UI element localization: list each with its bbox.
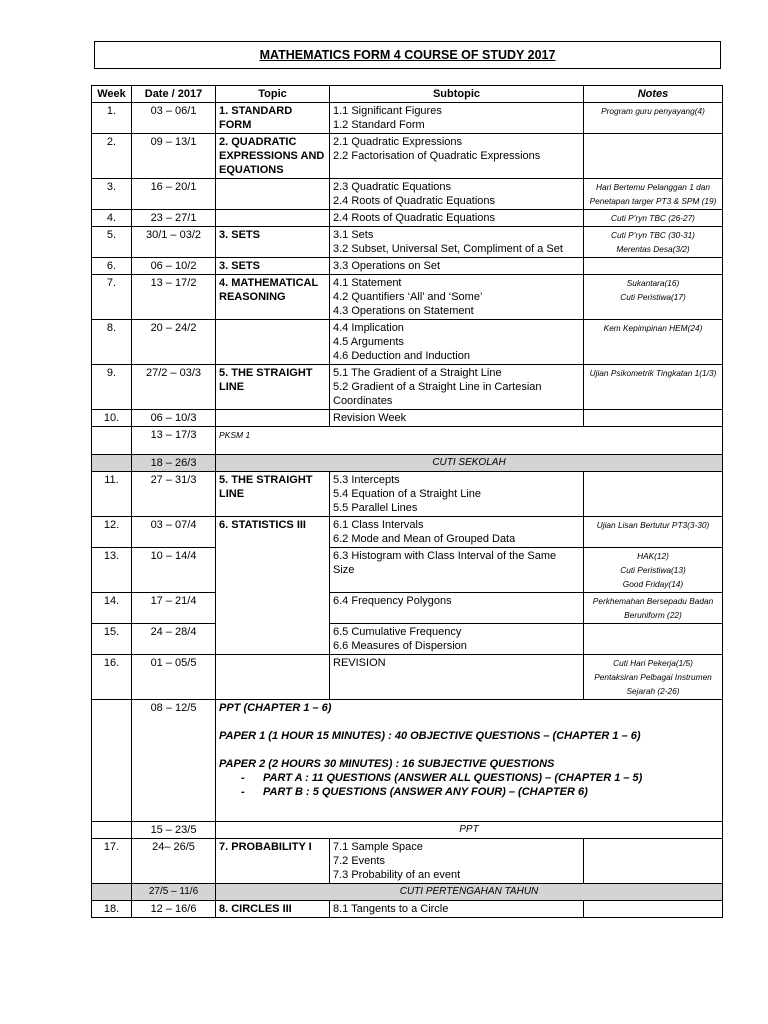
note-line: Merentas Desa(3/2)	[616, 244, 690, 254]
week-cell	[92, 455, 132, 472]
week-cell: 13.	[92, 548, 132, 593]
holiday-banner: CUTI SEKOLAH	[216, 455, 723, 472]
week-cell: 10.	[92, 410, 132, 427]
subtopic-cell	[330, 839, 584, 884]
date-cell: 06 – 10/2	[132, 258, 216, 275]
document-title: MATHEMATICS FORM 4 COURSE OF STUDY 2017	[94, 41, 721, 69]
topic-cell: 8. CIRCLES III	[216, 901, 330, 918]
week-cell: 6.	[92, 258, 132, 275]
date-cell: 23 – 27/1	[132, 210, 216, 227]
subtopic-cell	[330, 134, 584, 179]
table-row	[92, 210, 723, 227]
week-header: Week	[92, 86, 132, 103]
week-cell	[92, 822, 132, 839]
topic-cell: 3. SETS	[216, 227, 330, 258]
topic-cell: 1. STANDARD FORM	[216, 103, 330, 134]
note-line: Pentaksiran Pelbagai Instrumen Sejarah (2-26)	[594, 672, 712, 696]
subtopic-cell	[330, 472, 584, 517]
week-cell: 9.	[92, 365, 132, 410]
note-line: Kem Kepimpinan HEM(24)	[603, 323, 703, 333]
notes-cell	[584, 901, 723, 918]
notes-cell	[584, 410, 723, 427]
part-b-info: - PART B : 5 QUESTIONS (ANSWER ANY FOUR) – (CHAPTER 6)	[263, 785, 719, 799]
topic-header: Topic	[216, 86, 330, 103]
notes-cell	[584, 134, 723, 179]
notes-cell	[584, 548, 723, 593]
holiday-banner: CUTI PERTENGAHAN TAHUN	[216, 884, 723, 901]
note-line: Cuti P’ryn TBC (26-27)	[611, 213, 695, 223]
date-cell: 24– 26/5	[132, 839, 216, 884]
subtopic-line: 7.2 Events	[333, 855, 385, 867]
subtopic-cell	[330, 365, 584, 410]
table-row	[92, 275, 723, 320]
subtopic-line: 6.6 Measures of Dispersion	[333, 640, 467, 652]
topic-cell: 2. QUADRATIC EXPRESSIONS AND EQUATIONS	[216, 134, 330, 179]
subtopic-line: 3.2 Subset, Universal Set, Compliment of a Set	[333, 243, 563, 255]
table-row	[92, 365, 723, 410]
note-line: Ujian Psikometrik Tingkatan 1(1/3)	[589, 368, 717, 378]
date-cell: 13 – 17/3	[132, 427, 216, 455]
table-row	[92, 320, 723, 365]
subtopic-line: 5.4 Equation of a Straight Line	[333, 488, 481, 500]
date-cell: 30/1 – 03/2	[132, 227, 216, 258]
table-row	[92, 593, 723, 624]
table-row	[92, 548, 723, 593]
subtopic-cell	[330, 410, 584, 427]
date-cell: 24 – 28/4	[132, 624, 216, 655]
holiday-row	[92, 884, 723, 901]
week-cell	[92, 700, 132, 822]
table-row	[92, 839, 723, 884]
notes-header: Notes	[584, 86, 723, 103]
notes-cell	[584, 258, 723, 275]
week-cell: 7.	[92, 275, 132, 320]
table-row	[92, 410, 723, 427]
date-cell: 16 – 20/1	[132, 179, 216, 210]
note-line: Ujian Lisan Bertutur PT3(3-30)	[596, 520, 710, 530]
note-line: Cuti Peristiwa(17)	[620, 292, 686, 302]
paper-2-parts	[219, 771, 719, 799]
subtopic-line: 7.3 Probability of an event	[333, 869, 461, 881]
date-cell: 06 – 10/3	[132, 410, 216, 427]
paper-2-info: PAPER 2 (2 HOURS 30 MINUTES) : 16 SUBJECTIVE QUESTIONS	[219, 758, 555, 770]
table-row	[92, 227, 723, 258]
date-cell: 10 – 14/4	[132, 548, 216, 593]
subtopic-line: 2.2 Factorisation of Quadratic Expressions	[333, 150, 541, 162]
topic-cell: 3. SETS	[216, 258, 330, 275]
topic-cell: 4. MATHEMATICAL REASONING	[216, 275, 330, 320]
week-cell: 16.	[92, 655, 132, 700]
week-cell: 15.	[92, 624, 132, 655]
subtopic-header: Subtopic	[330, 86, 584, 103]
exam-title: PPT (CHAPTER 1 – 6)	[219, 702, 332, 714]
ppt-banner: PPT	[216, 822, 723, 839]
subtopic-line: 8.1 Tangents to a Circle	[333, 903, 449, 915]
notes-cell	[584, 839, 723, 884]
note-line: Cuti Hari Pekerja(1/5)	[613, 658, 693, 668]
note-line: Hari Bertemu Pelanggan 1 dan Penetapan targer PT3 & SPM (19)	[589, 182, 717, 206]
note-line: Cuti Peristiwa(13)	[620, 565, 686, 575]
week-cell: 18.	[92, 901, 132, 918]
subtopic-line: 5.1 The Gradient of a Straight Line	[333, 367, 502, 379]
date-cell: 27/2 – 03/3	[132, 365, 216, 410]
subtopic-line: 4.6 Deduction and Induction	[333, 350, 470, 362]
week-cell: 8.	[92, 320, 132, 365]
table-row	[92, 472, 723, 517]
subtopic-line: 5.3 Intercepts	[333, 474, 400, 486]
week-cell: 4.	[92, 210, 132, 227]
note-line: Good Friday(14)	[622, 579, 684, 589]
subtopic-cell	[330, 179, 584, 210]
subtopic-line: 5.2 Gradient of a Straight Line in Cartesian Coordinates	[333, 381, 542, 407]
note-line: Perkhemahan Bersepadu Badan Beruniform (22)	[592, 596, 714, 620]
subtopic-cell	[330, 517, 584, 548]
subtopic-line: 1.2 Standard Form	[333, 119, 425, 131]
date-cell: 17 – 21/4	[132, 593, 216, 624]
date-cell: 20 – 24/2	[132, 320, 216, 365]
date-cell: 27/5 – 11/6	[132, 884, 216, 901]
subtopic-line: 2.4 Roots of Quadratic Equations	[333, 212, 496, 224]
event-cell: PKSM 1	[216, 427, 723, 455]
notes-cell	[584, 320, 723, 365]
table-row	[92, 655, 723, 700]
week-cell: 1.	[92, 103, 132, 134]
notes-cell	[584, 472, 723, 517]
notes-cell	[584, 365, 723, 410]
subtopic-line: 6.4 Frequency Polygons	[333, 595, 452, 607]
subtopic-line: Revision Week	[333, 412, 407, 424]
subtopic-cell	[330, 593, 584, 624]
subtopic-line: 2.4 Roots of Quadratic Equations	[333, 195, 496, 207]
subtopic-cell	[330, 227, 584, 258]
table-row	[92, 624, 723, 655]
date-cell: 13 – 17/2	[132, 275, 216, 320]
exam-details	[219, 701, 719, 799]
subtopic-cell	[330, 624, 584, 655]
notes-cell	[584, 103, 723, 134]
subtopic-line: 2.1 Quadratic Expressions	[333, 136, 463, 148]
subtopic-line: 7.1 Sample Space	[333, 841, 423, 853]
subtopic-line: 3.3 Operations on Set	[333, 260, 441, 272]
week-cell: 5.	[92, 227, 132, 258]
topic-cell: 5. THE STRAIGHT LINE	[216, 472, 330, 517]
subtopic-cell	[330, 103, 584, 134]
subtopic-line: 2.3 Quadratic Equations	[333, 181, 452, 193]
subtopic-line: 3.1 Sets	[333, 229, 374, 241]
subtopic-cell	[330, 901, 584, 918]
date-cell: 01 – 05/5	[132, 655, 216, 700]
topic-cell	[216, 655, 330, 700]
topic-cell: 6. STATISTICS III	[216, 517, 330, 655]
date-cell: 09 – 13/1	[132, 134, 216, 179]
table-row	[92, 134, 723, 179]
table-row	[92, 517, 723, 548]
week-cell: 2.	[92, 134, 132, 179]
subtopic-cell	[330, 275, 584, 320]
notes-cell	[584, 179, 723, 210]
note-line: HAK(12)	[637, 551, 669, 561]
subtopic-line: 4.2 Quantifiers ‘All’ and ‘Some’	[333, 291, 483, 303]
week-cell: 14.	[92, 593, 132, 624]
week-cell: 3.	[92, 179, 132, 210]
subtopic-line: 6.1 Class Intervals	[333, 519, 424, 531]
subtopic-cell	[330, 548, 584, 593]
topic-cell: 5. THE STRAIGHT LINE	[216, 365, 330, 410]
subtopic-line: 6.2 Mode and Mean of Grouped Data	[333, 533, 516, 545]
week-cell: 12.	[92, 517, 132, 548]
table-row	[92, 103, 723, 134]
notes-cell	[584, 210, 723, 227]
subtopic-line: 4.5 Arguments	[333, 336, 404, 348]
topic-cell: 7. PROBABILITY I	[216, 839, 330, 884]
notes-cell	[584, 655, 723, 700]
week-cell	[92, 884, 132, 901]
table-row	[92, 822, 723, 839]
date-cell: 15 – 23/5	[132, 822, 216, 839]
subtopic-line: REVISION	[333, 657, 386, 669]
subtopic-line: 4.4 Implication	[333, 322, 404, 334]
notes-cell	[584, 593, 723, 624]
note-line: Program guru penyayang(4)	[601, 106, 705, 116]
header-row	[92, 86, 723, 103]
subtopic-line: 4.1 Statement	[333, 277, 402, 289]
paper-1-info: PAPER 1 (1 HOUR 15 MINUTES) : 40 OBJECTIVE QUESTIONS – (CHAPTER 1 – 6)	[219, 730, 641, 742]
table-row	[92, 901, 723, 918]
week-cell: 17.	[92, 839, 132, 884]
part-a-info: - PART A : 11 QUESTIONS (ANSWER ALL QUESTIONS) – (CHAPTER 1 – 5)	[263, 771, 719, 785]
date-cell: 03 – 07/4	[132, 517, 216, 548]
subtopic-line: 6.5 Cumulative Frequency	[333, 626, 462, 638]
note-line: Cuti P’ryn TBC (30-31)	[611, 230, 695, 240]
subtopic-cell	[330, 258, 584, 275]
exam-details-cell	[216, 700, 723, 822]
week-cell: 11.	[92, 472, 132, 517]
subtopic-cell	[330, 210, 584, 227]
subtopic-line: 6.3 Histogram with Class Interval of the Same Size	[333, 550, 557, 576]
exam-row	[92, 700, 723, 822]
date-cell: 27 – 31/3	[132, 472, 216, 517]
date-header: Date / 2017	[132, 86, 216, 103]
date-cell: 03 – 06/1	[132, 103, 216, 134]
topic-cell	[216, 179, 330, 210]
notes-cell	[584, 275, 723, 320]
course-schedule-table	[91, 85, 723, 918]
topic-cell	[216, 320, 330, 365]
note-line: Sukantara(16)	[626, 278, 680, 288]
notes-cell	[584, 517, 723, 548]
subtopic-line: 4.3 Operations on Statement	[333, 305, 474, 317]
table-row	[92, 258, 723, 275]
subtopic-line: 5.5 Parallel Lines	[333, 502, 418, 514]
date-cell: 18 – 26/3	[132, 455, 216, 472]
holiday-row	[92, 455, 723, 472]
table-row	[92, 179, 723, 210]
subtopic-cell	[330, 320, 584, 365]
date-cell: 08 – 12/5	[132, 700, 216, 822]
subtopic-cell	[330, 655, 584, 700]
notes-cell	[584, 227, 723, 258]
subtopic-line: 1.1 Significant Figures	[333, 105, 442, 117]
date-cell: 12 – 16/6	[132, 901, 216, 918]
table-row	[92, 427, 723, 455]
week-cell	[92, 427, 132, 455]
topic-cell	[216, 410, 330, 427]
notes-cell	[584, 624, 723, 655]
topic-cell	[216, 210, 330, 227]
